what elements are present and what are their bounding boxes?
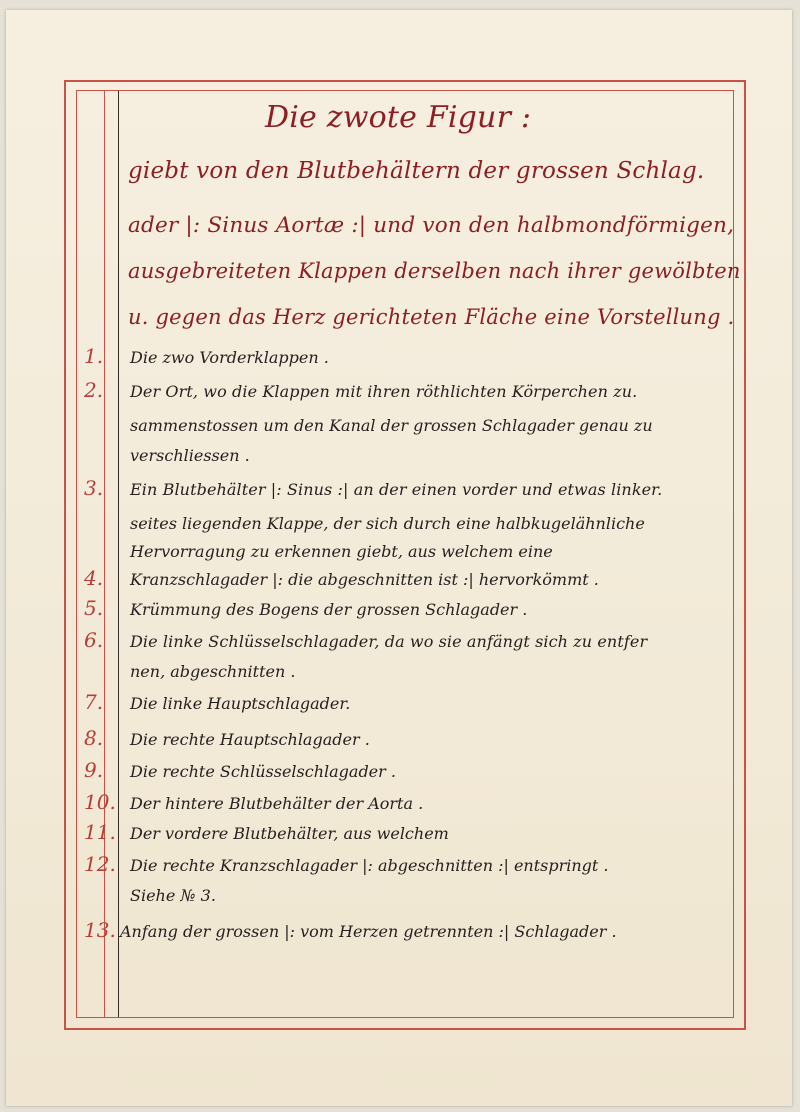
margin-rule-ink bbox=[118, 91, 119, 1017]
entry-text: verschliessen . bbox=[130, 446, 250, 465]
entry-text: Die linke Hauptschlagader. bbox=[130, 694, 351, 713]
entry-number: 8. bbox=[84, 726, 104, 750]
title-line: ader |: Sinus Aortæ :| und von den halbmondförmigen, bbox=[128, 213, 735, 238]
margin-rule-red bbox=[104, 91, 105, 1017]
entry-number: 4. bbox=[84, 566, 104, 590]
entry-text: Kranzschlagader |: die abgeschnitten ist :| hervorkömmt . bbox=[130, 570, 599, 589]
entry-text: Die rechte Kranzschlagader |: abgeschnitten :| entspringt . bbox=[130, 856, 609, 875]
entry-text: sammenstossen um den Kanal der grossen Schlagader genau zu bbox=[130, 416, 653, 435]
entry-number: 7. bbox=[84, 690, 104, 714]
entry-number: 3. bbox=[84, 476, 104, 500]
entry-number: 13. bbox=[84, 918, 116, 942]
entry-number: 1. bbox=[84, 344, 104, 368]
entry-text: Anfang der grossen |: vom Herzen getrennten :| Schlagader . bbox=[120, 922, 617, 941]
entry-text: Der hintere Blutbehälter der Aorta . bbox=[130, 794, 424, 813]
entry-number: 6. bbox=[84, 628, 104, 652]
entry-number: 10. bbox=[84, 790, 116, 814]
entry-text: Die rechte Schlüsselschlagader . bbox=[130, 762, 396, 781]
entry-number: 9. bbox=[84, 758, 104, 782]
entry-number: 2. bbox=[84, 378, 104, 402]
entry-text: Krümmung des Bogens der grossen Schlagader . bbox=[130, 600, 528, 619]
entry-number: 11. bbox=[84, 820, 116, 844]
title-heading: Die zwote Figur : bbox=[265, 100, 532, 135]
title-line: ausgebreiteten Klappen derselben nach ihrer gewölbten bbox=[128, 259, 741, 283]
entry-text: Hervorragung zu erkennen giebt, aus welchem eine bbox=[130, 542, 553, 561]
entry-number: 5. bbox=[84, 596, 104, 620]
title-line: giebt von den Blutbehältern der grossen Schlag. bbox=[128, 158, 705, 184]
entry-text: nen, abgeschnitten . bbox=[130, 662, 296, 681]
entry-text: Die linke Schlüsselschlagader, da wo sie anfängt sich zu entfer bbox=[130, 632, 648, 651]
entry-text: Die zwo Vorderklappen . bbox=[130, 348, 329, 367]
entry-text: Ein Blutbehälter |: Sinus :| an der einen vorder und etwas linker. bbox=[130, 480, 663, 499]
entry-text: seites liegenden Klappe, der sich durch eine halbkugelähnliche bbox=[130, 514, 645, 533]
entry-text: Die rechte Hauptschlagader . bbox=[130, 730, 370, 749]
entry-text: Der Ort, wo die Klappen mit ihren röthlichten Körperchen zu. bbox=[130, 382, 638, 401]
entry-number: 12. bbox=[84, 852, 116, 876]
title-line: u. gegen das Herz gerichteten Fläche eine Vorstellung . bbox=[128, 305, 735, 329]
entry-text: Der vordere Blutbehälter, aus welchem bbox=[130, 824, 449, 843]
entry-text: Siehe № 3. bbox=[130, 886, 216, 905]
